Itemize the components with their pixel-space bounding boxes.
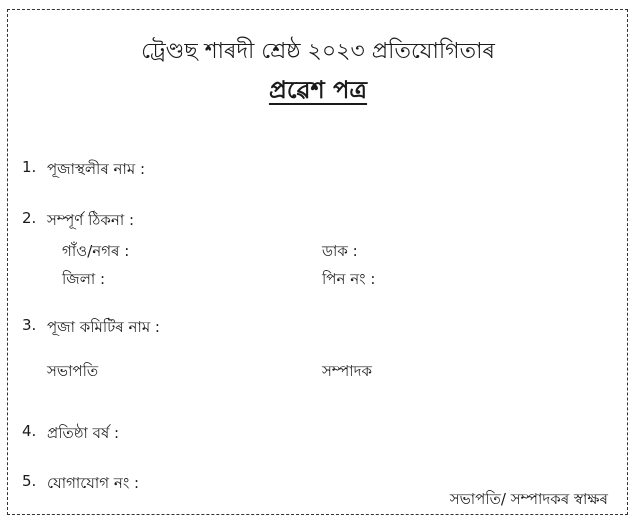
field-number-5: 5. xyxy=(22,472,37,490)
contact-number-label: যোগাযোগ নং : xyxy=(47,474,140,492)
secretary-label: সম্পাদক xyxy=(322,362,373,380)
committee-name-label: পূজা কমিটিৰ নাম : xyxy=(47,318,160,336)
signature-label: সভাপতি/ সম্পাদকৰ স্বাক্ষৰ xyxy=(449,490,608,508)
full-address-label: সম্পূৰ্ণ ঠিকনা : xyxy=(47,211,135,229)
entry-form-heading: প্ৰৱেশ পত্ৰ xyxy=(268,75,368,104)
district-label: জিলা : xyxy=(62,270,106,288)
established-year-label: প্ৰতিষ্ঠা বৰ্ষ : xyxy=(47,424,120,442)
field-number-4: 4. xyxy=(22,422,37,440)
field-number-2: 2. xyxy=(22,209,37,227)
president-label: সভাপতি xyxy=(47,362,99,380)
form-subtitle xyxy=(0,72,636,112)
venue-name-label: পূজাস্থলীৰ নাম : xyxy=(47,160,146,178)
village-town-label: গাঁও/নগৰ : xyxy=(62,242,130,260)
pin-code-label: পিন নং : xyxy=(322,270,376,288)
field-number-1: 1. xyxy=(22,158,37,176)
field-number-3: 3. xyxy=(22,316,37,334)
post-office-label: ডাক : xyxy=(322,242,358,260)
form-title: ট্রেণ্ডছ শাৰদী শ্ৰেষ্ঠ ২০২৩ প্ৰতিযোগিতাৰ xyxy=(141,39,495,64)
